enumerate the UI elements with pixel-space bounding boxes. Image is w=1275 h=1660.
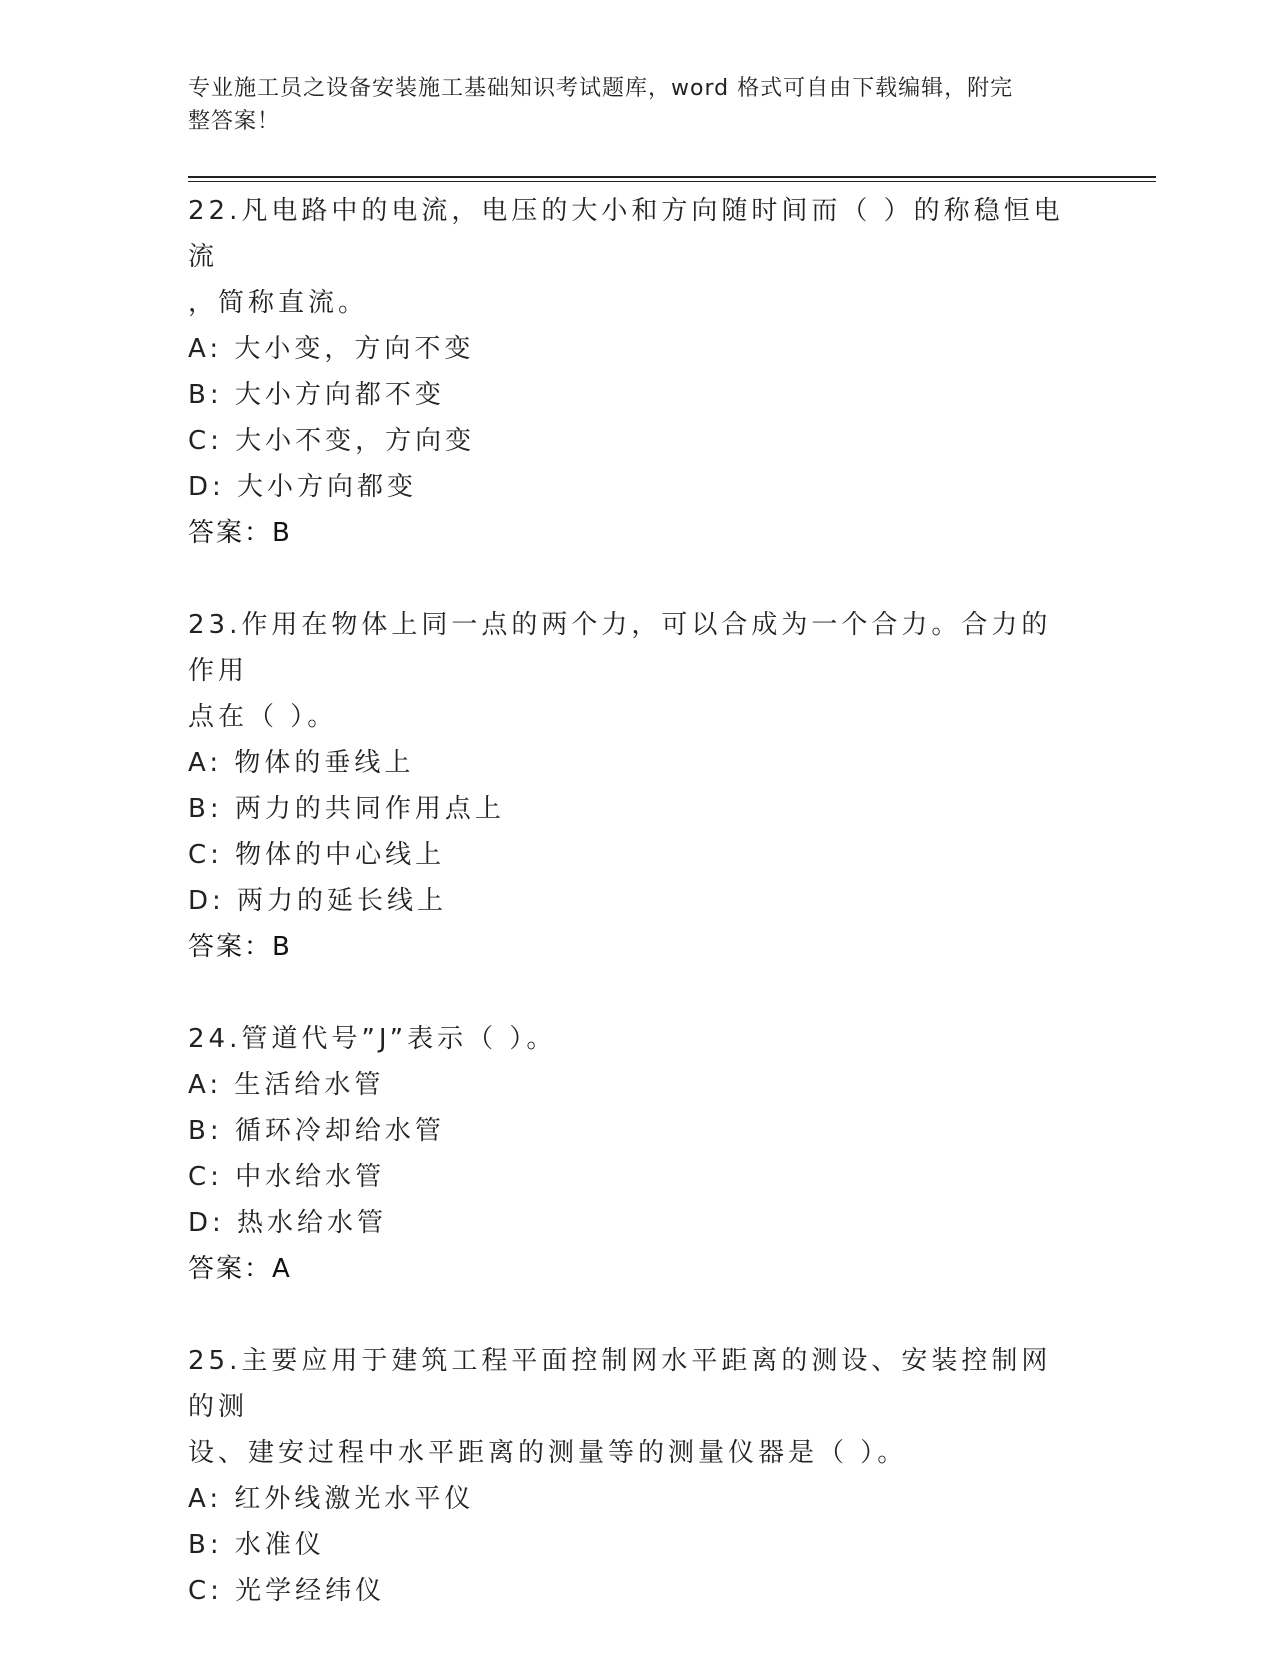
answer-value: B	[272, 518, 290, 548]
question-22	[188, 188, 1078, 556]
header-line-2: 整答案！	[188, 109, 281, 134]
answer	[188, 924, 1078, 970]
option-b: B: 水准仪	[188, 1530, 325, 1560]
option-d: D: 热水给水管	[188, 1208, 388, 1238]
question-23	[188, 602, 1078, 970]
question-stem-line-1: 25.主要应用于建筑工程平面控制网水平距离的测设、安装控制网的测	[188, 1346, 1052, 1422]
question-stem-line-1: 22.凡电路中的电流，电压的大小和方向随时间而（ ）的称稳恒电流	[188, 196, 1064, 272]
answer-label: 答案：	[188, 932, 273, 962]
question-stem	[188, 1016, 1078, 1062]
question-stem-line-2: ，简称直流。	[188, 288, 369, 318]
option-d: D: 大小方向都变	[188, 472, 418, 502]
answer-value: A	[272, 1254, 290, 1284]
header-line-1: 专业施工员之设备安装施工基础知识考试题库，word 格式可自由下载编辑，附完	[188, 76, 1014, 101]
option-a: A: 红外线激光水平仪	[188, 1484, 475, 1514]
option-b: B: 大小方向都不变	[188, 380, 445, 410]
question-stem	[188, 188, 1078, 326]
question-stem-line-1: 24.管道代号”J”表示（ ）。	[188, 1024, 557, 1054]
option-c: C: 物体的中心线上	[188, 840, 446, 870]
question-list	[188, 188, 1078, 1660]
question-stem	[188, 1338, 1078, 1476]
answer	[188, 1246, 1078, 1292]
question-stem-line-1: 23.作用在物体上同一点的两个力，可以合成为一个合力。合力的作用	[188, 610, 1052, 686]
question-25	[188, 1338, 1078, 1614]
option-b: B: 两力的共同作用点上	[188, 794, 505, 824]
question-stem-line-2: 点在（ ）。	[188, 702, 338, 732]
answer-label: 答案：	[188, 1254, 273, 1284]
answer	[188, 510, 1078, 556]
option-c: C: 大小不变，方向变	[188, 426, 476, 456]
option-c: C: 中水给水管	[188, 1162, 386, 1192]
option-a: A: 生活给水管	[188, 1070, 385, 1100]
header-rule-thick	[188, 176, 1156, 178]
header-rule-thin	[188, 181, 1156, 182]
question-stem	[188, 602, 1078, 740]
answer-label: 答案：	[188, 518, 273, 548]
option-c: C: 光学经纬仪	[188, 1576, 386, 1606]
question-stem-line-2: 设、建安过程中水平距离的测量等的测量仪器是（ ）。	[188, 1438, 908, 1468]
document-header	[188, 72, 1068, 138]
question-24	[188, 1016, 1078, 1292]
answer-value: B	[272, 932, 290, 962]
option-a: A: 物体的垂线上	[188, 748, 415, 778]
option-b: B: 循环冷却给水管	[188, 1116, 445, 1146]
option-d: D: 两力的延长线上	[188, 886, 448, 916]
option-a: A: 大小变，方向不变	[188, 334, 475, 364]
